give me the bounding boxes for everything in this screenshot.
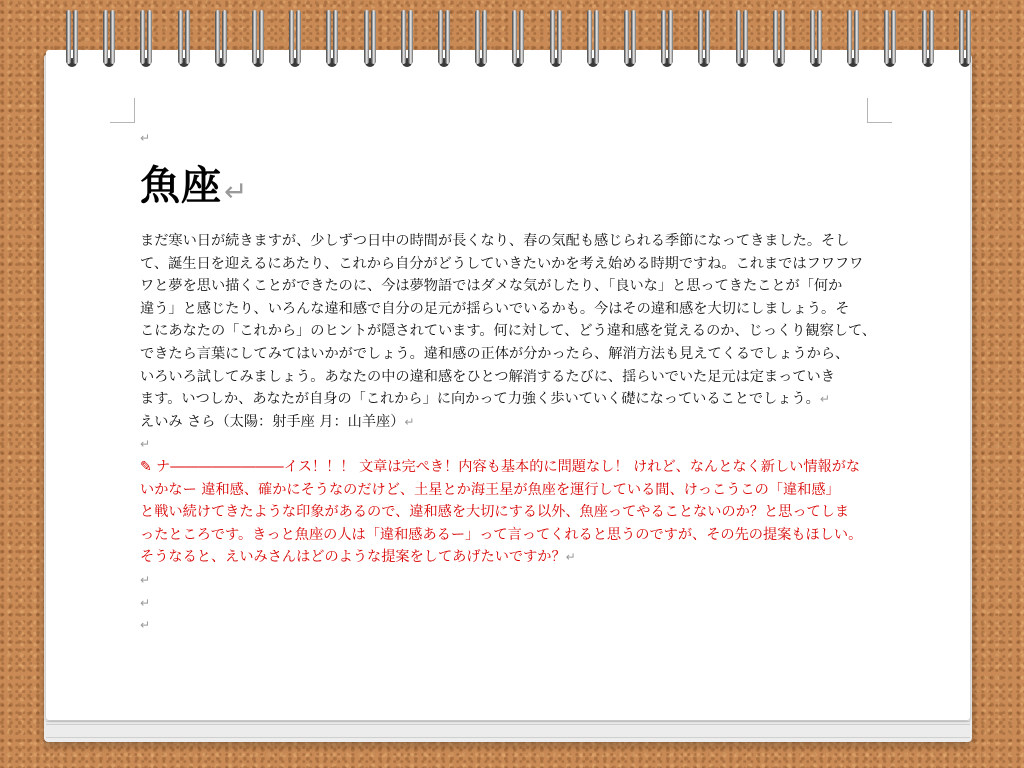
binding-wire [475, 10, 480, 64]
binding-wire [624, 10, 629, 64]
binding-ring [698, 10, 712, 74]
binding-wire [922, 10, 927, 64]
empty-paragraph [140, 614, 870, 637]
comment-line: そうなると、えいみさんはどのような提案をしてあげたいですか？↵ [140, 549, 576, 566]
binding-ring [810, 10, 824, 74]
binding-wire [959, 10, 964, 64]
binding-ring [550, 10, 564, 74]
binding-wire [66, 10, 71, 64]
binding-ring [401, 10, 415, 74]
binding-wire [891, 10, 896, 64]
binding-wire [401, 10, 406, 64]
binding-wire [73, 10, 78, 64]
binding-wire [780, 10, 785, 64]
binding-wire [438, 10, 443, 64]
binding-wire [333, 10, 338, 64]
binding-wire [929, 10, 934, 64]
paragraph-mark: ↵ [140, 131, 151, 145]
comment-line: と戦い続けてきたような印象があるので、違和感を大切にする以外、魚座ってやることないのか？と思ってしま [140, 504, 850, 521]
binding-wire [445, 10, 450, 64]
document-body[interactable] [140, 230, 877, 637]
binding-wire [103, 10, 108, 64]
binding-ring [661, 10, 675, 74]
binding-wire [884, 10, 889, 64]
document-title[interactable]: 魚座 [140, 163, 222, 209]
binding-wire [705, 10, 710, 64]
paragraph-mark: ↵ [224, 175, 248, 208]
paragraph-mark: ↵ [140, 437, 151, 452]
comment-line: ✎ ナ――――――――イス！！！ 文章は完ぺき！内容も基本的に問題なし！ けれど、なんとなく新しい情報がな [140, 456, 870, 479]
binding-wire [810, 10, 815, 64]
body-line: ワと夢を思い描くことができたのに、今は夢物語ではダメな気がしたり、「良いな」と思ってきたことが「何か [140, 278, 843, 295]
binding-wire [557, 10, 562, 64]
binding-ring [959, 10, 973, 74]
paragraph-mark: ↵ [140, 572, 151, 587]
crop-mark-top-left [110, 98, 135, 123]
binding-wire [371, 10, 376, 64]
binding-wire [587, 10, 592, 64]
binding-ring [512, 10, 526, 74]
binding-wire [296, 10, 301, 64]
binding-wire [817, 10, 822, 64]
binding-wire [140, 10, 145, 64]
binding-ring [475, 10, 489, 74]
binding-ring [922, 10, 936, 74]
comment-line: いかなー 違和感、確かにそうなのだけど、土星とか海王星が魚座を運行している間、けっこうこの「違和感」 [140, 481, 840, 498]
binding-wire [631, 10, 636, 64]
body-line: こにあなたの「これから」のヒントが隠されています。何に対して、どう違和感を覚えるのか、じっくり観察して、 [140, 323, 877, 340]
binding-wire [743, 10, 748, 64]
body-line: できたら言葉にしてみてはいかがでしょう。違和感の正体が分かったら、解消方法も見えてくるでしょうから、 [140, 345, 850, 362]
binding-ring [847, 10, 861, 74]
author-line: えいみ さら（太陽：射手座 月：山羊座）↵ [140, 413, 415, 430]
binding-wire [519, 10, 524, 64]
document-page [68, 84, 940, 698]
binding-ring [624, 10, 638, 74]
binding-wire [185, 10, 190, 64]
binding-wire [668, 10, 673, 64]
binding-wire [594, 10, 599, 64]
binding-ring [773, 10, 787, 74]
empty-paragraph [140, 569, 870, 592]
empty-paragraph [140, 433, 870, 456]
binding-wire [408, 10, 413, 64]
binding-ring [326, 10, 340, 74]
binding-ring [66, 10, 80, 74]
binding-wire [147, 10, 152, 64]
title-row [140, 163, 248, 209]
binding-wire [512, 10, 517, 64]
body-line: 違う」と感じたり、いろんな違和感で自分の足元が揺らいでいるかも。今はその違和感を大切にしましょう。そ [140, 300, 850, 317]
paragraph-mark: ↵ [819, 392, 830, 407]
binding-ring [289, 10, 303, 74]
binding-ring [438, 10, 452, 74]
body-line: いろいろ試してみましょう。あなたの中の違和感をひとつ解消するたびに、揺らいでいた足元は定まっていき [140, 368, 835, 385]
binding-wire [661, 10, 666, 64]
binding-wire [773, 10, 778, 64]
binding-wire [364, 10, 369, 64]
binding-wire [178, 10, 183, 64]
binding-ring [364, 10, 378, 74]
binding-wire [482, 10, 487, 64]
paragraph-mark: ↵ [140, 618, 151, 633]
pencil-icon: ✎ [140, 458, 152, 475]
binding-wire [252, 10, 257, 64]
binding-wire [222, 10, 227, 64]
binding-wire [854, 10, 859, 64]
paragraph-mark: ↵ [565, 550, 576, 565]
binding-wire [966, 10, 971, 64]
binding-ring [140, 10, 154, 74]
binding-ring [587, 10, 601, 74]
binding-ring [884, 10, 898, 74]
empty-paragraph [140, 592, 870, 615]
paragraph-mark: ↵ [404, 414, 415, 429]
binding-wire [110, 10, 115, 64]
binding-wire [736, 10, 741, 64]
binding-ring [736, 10, 750, 74]
binding-wire [847, 10, 852, 64]
body-line: ます。いつしか、あなたが自身の「これから」に向かって力強く歩いていく礎になっていることでしょう。↵ [140, 391, 830, 408]
binding-wire [259, 10, 264, 64]
body-line: て、誕生日を迎えるにあたり、これから自分がどうしていきたいかを考え始める時期ですね。これまではフワフワ [140, 255, 864, 272]
binding-wire [215, 10, 220, 64]
binding-ring [103, 10, 117, 74]
paragraph-mark: ↵ [140, 595, 151, 610]
binding-wire [289, 10, 294, 64]
binding-wire [698, 10, 703, 64]
binding-wire [326, 10, 331, 64]
comment-line: ったところです。きっと魚座の人は「違和感あるー」って言ってくれると思うのですが、その先の提案もほしい。 [140, 526, 863, 543]
body-line: まだ寒い日が続きますが、少しずつ日中の時間が長くなり、春の気配も感じられる季節になってきました。そし [140, 233, 850, 249]
crop-mark-top-right [867, 98, 892, 123]
binding-ring [178, 10, 192, 74]
binding-wire [550, 10, 555, 64]
binding-ring [215, 10, 229, 74]
binding-ring [252, 10, 266, 74]
